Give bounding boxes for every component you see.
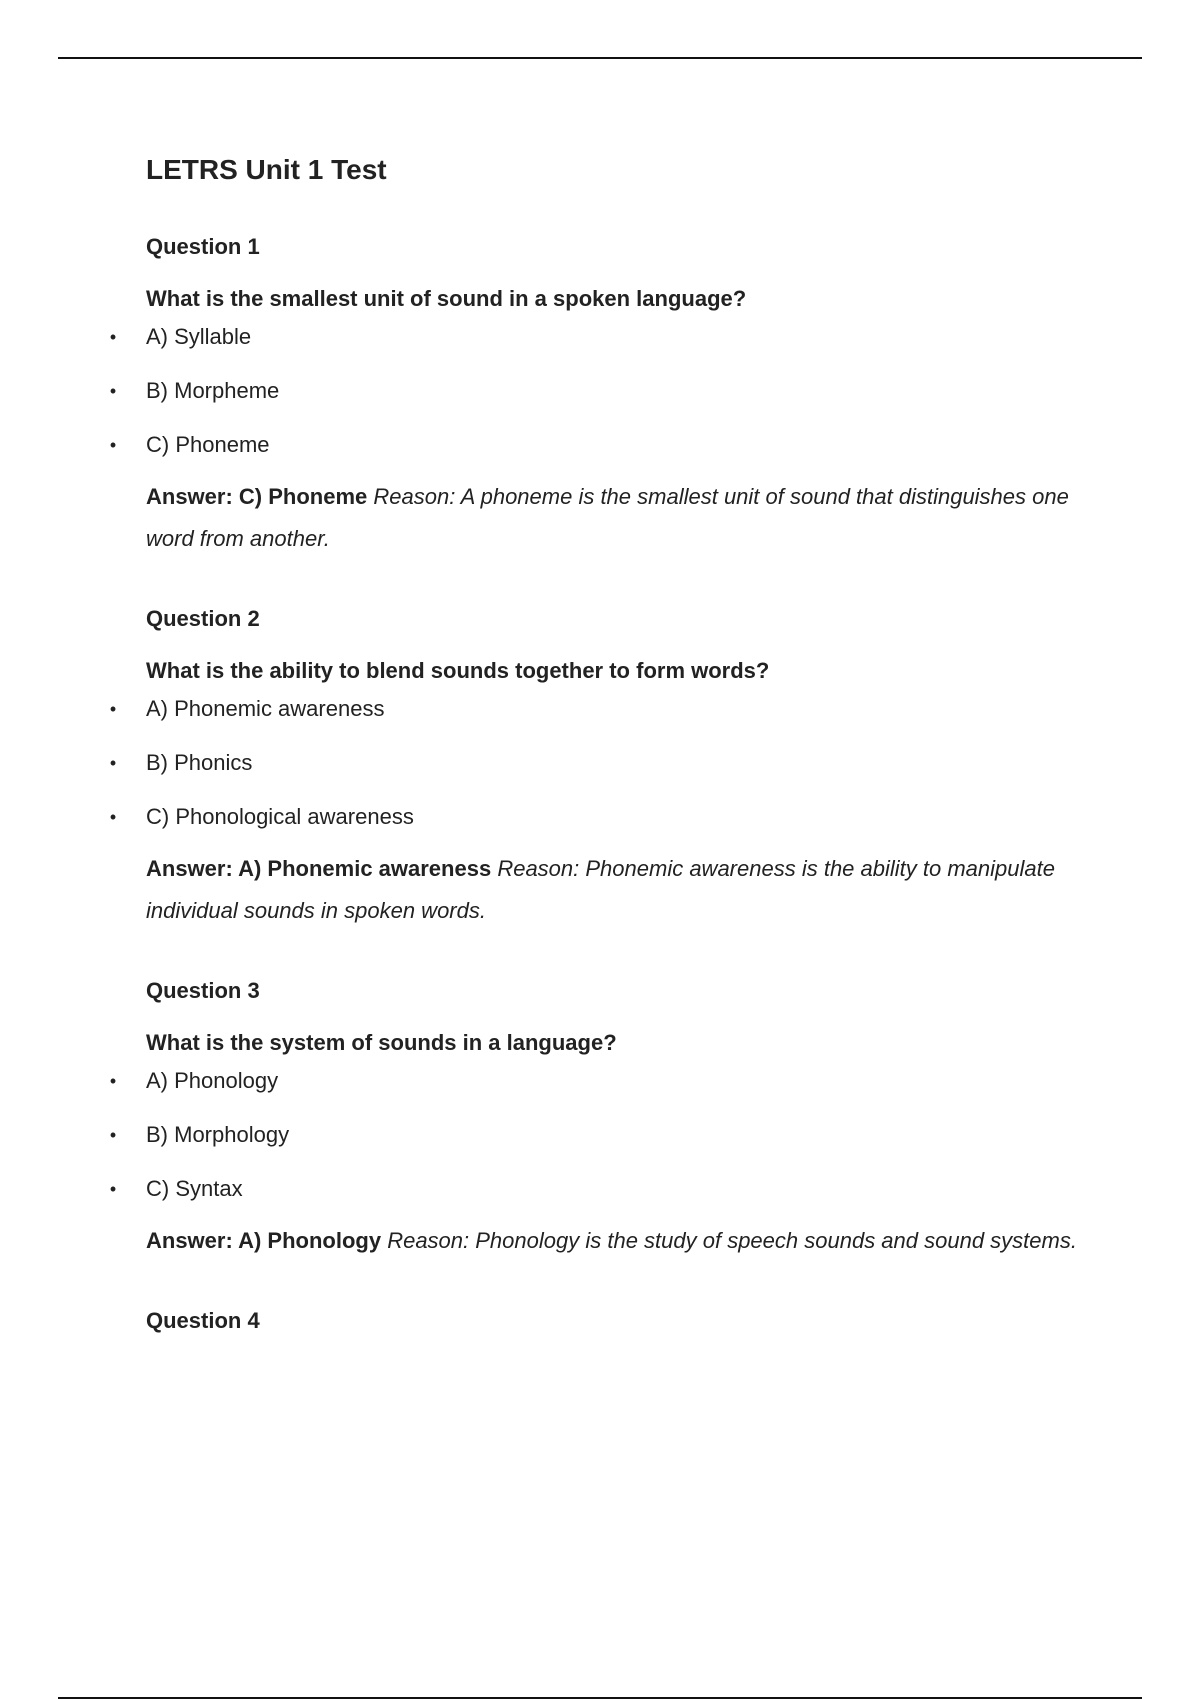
answer-reason: Reason: Phonemic awareness is the ability to manipulate individual sounds in spoken words. <box>146 856 1055 923</box>
option-item <box>109 322 1086 352</box>
answer-paragraph <box>146 848 1086 932</box>
bullet-icon: • <box>109 1179 117 1199</box>
option-text: B) Morpheme <box>146 378 280 403</box>
option-text: B) Phonics <box>146 750 253 775</box>
question-heading: Question 4 <box>146 1308 260 1333</box>
question-text: What is the ability to blend sounds together to form words? <box>146 658 770 683</box>
question-block <box>146 1306 1086 1336</box>
option-text: C) Phonological awareness <box>146 804 414 829</box>
option-item <box>109 1066 1086 1096</box>
question-text: What is the smallest unit of sound in a spoken language? <box>146 286 747 311</box>
question-block <box>109 604 1086 932</box>
option-item <box>109 376 1086 406</box>
option-item <box>109 748 1086 778</box>
answer-reason: Reason: Phonology is the study of speech sounds and sound systems. <box>387 1228 1077 1253</box>
option-text: C) Phoneme <box>146 432 270 457</box>
document-title: LETRS Unit 1 Test <box>146 154 387 185</box>
bullet-icon: • <box>109 807 117 827</box>
bullet-icon: • <box>109 381 117 401</box>
option-text: B) Morphology <box>146 1122 290 1147</box>
bullet-icon: • <box>109 435 117 455</box>
question-text: What is the system of sounds in a language? <box>146 1030 617 1055</box>
answer-paragraph <box>146 476 1086 560</box>
option-text: A) Phonemic awareness <box>146 696 385 721</box>
answer-reason: Reason: A phoneme is the smallest unit of sound that distinguishes one word from another. <box>146 484 1069 551</box>
bullet-icon: • <box>109 753 117 773</box>
option-item <box>109 430 1086 460</box>
option-text: C) Syntax <box>146 1176 243 1201</box>
option-text: A) Syllable <box>146 324 252 349</box>
bullet-icon: • <box>109 699 117 719</box>
answer-label: Answer: A) Phonology <box>146 1228 382 1253</box>
bullet-icon: • <box>109 1125 117 1145</box>
option-item <box>109 1174 1086 1204</box>
answer-label: Answer: C) Phoneme <box>146 484 368 509</box>
document-content <box>109 150 1086 1380</box>
answer-paragraph <box>146 1220 1086 1262</box>
option-item <box>109 694 1086 724</box>
question-heading: Question 1 <box>146 234 260 259</box>
question-block <box>109 232 1086 560</box>
bullet-icon: • <box>109 1071 117 1091</box>
options-list <box>109 322 1086 460</box>
top-rule <box>58 57 1142 59</box>
options-list <box>109 694 1086 832</box>
option-item <box>109 1120 1086 1150</box>
options-list <box>109 1066 1086 1204</box>
option-item <box>109 802 1086 832</box>
option-text: A) Phonology <box>146 1068 279 1093</box>
question-heading: Question 3 <box>146 978 260 1003</box>
bullet-icon: • <box>109 327 117 347</box>
bottom-rule <box>58 1697 1142 1699</box>
answer-label: Answer: A) Phonemic awareness <box>146 856 492 881</box>
question-heading: Question 2 <box>146 606 260 631</box>
question-block <box>109 976 1086 1262</box>
